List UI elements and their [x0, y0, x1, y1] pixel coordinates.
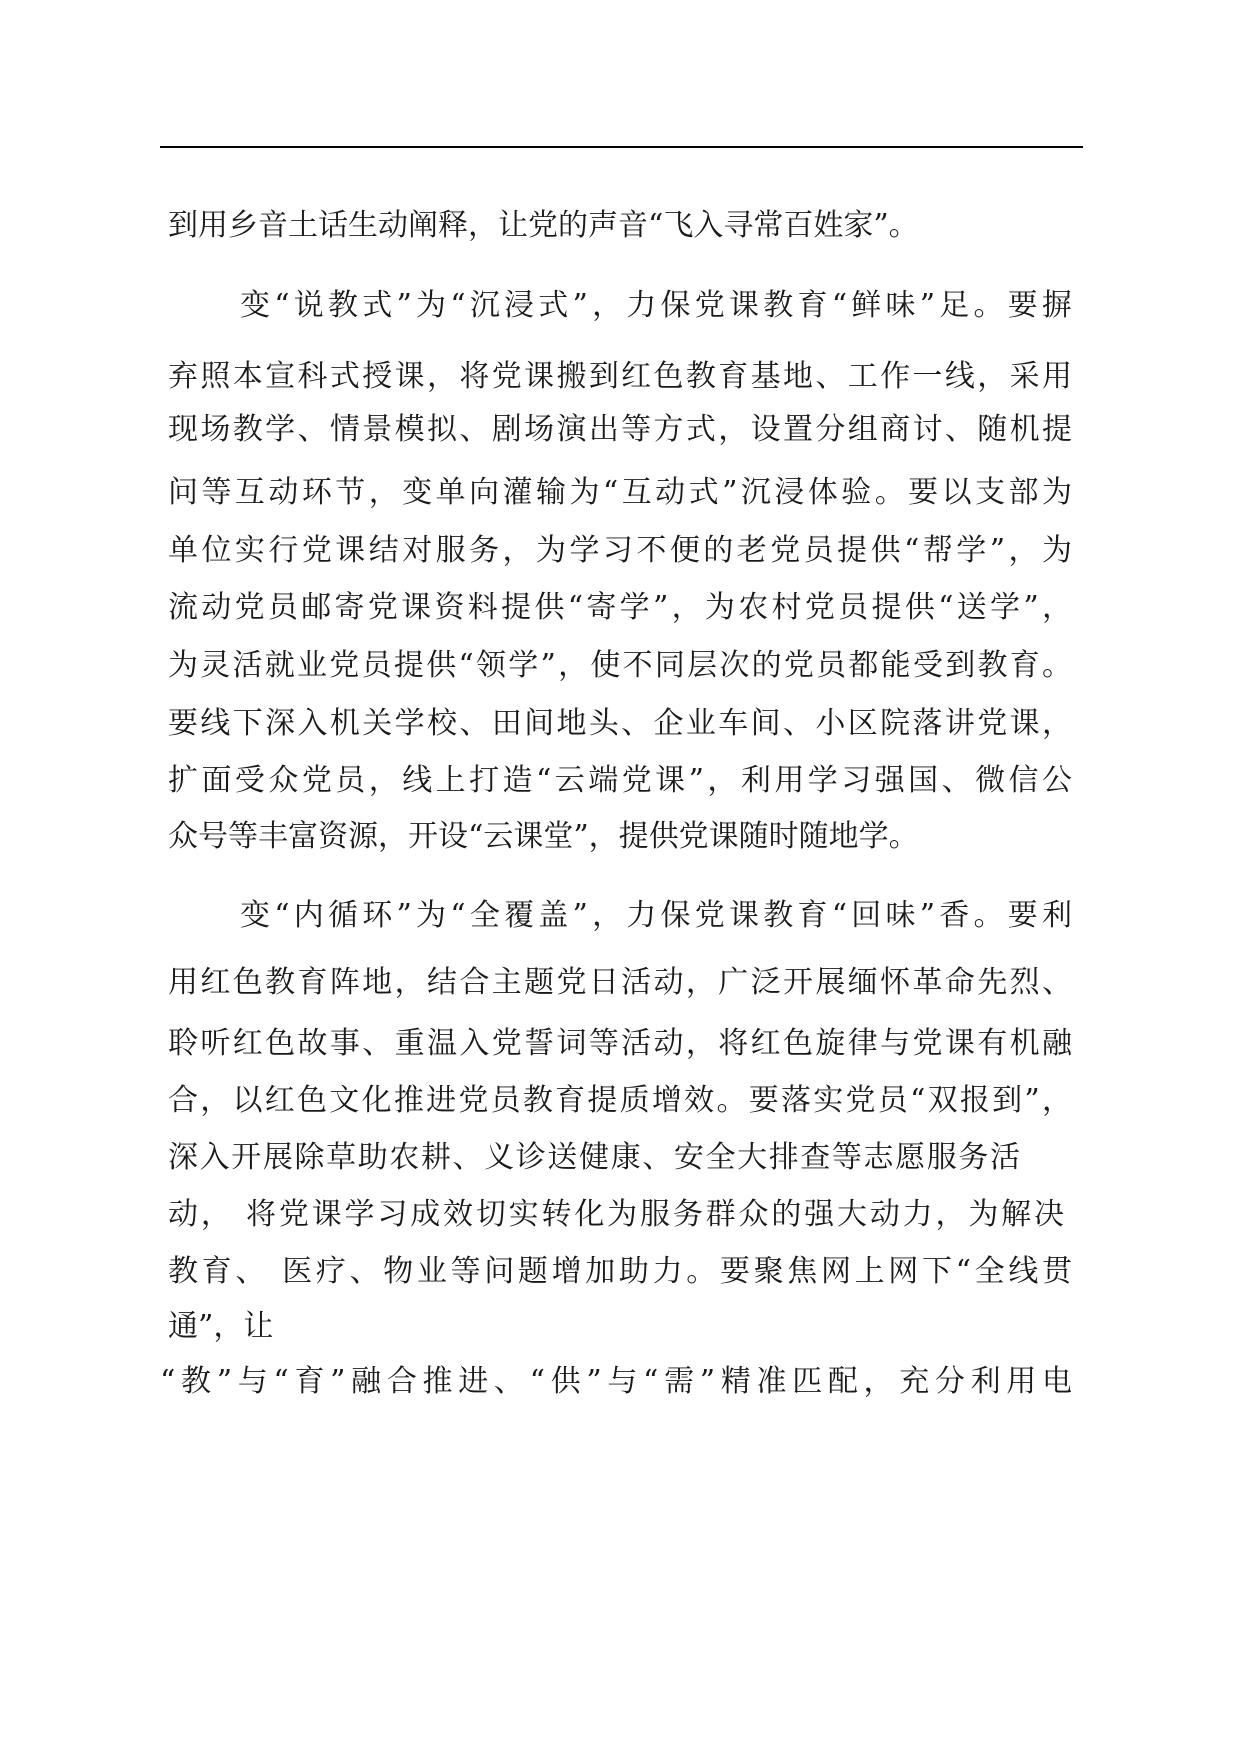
- text-line: 用红色教育阵地，结合主题党日活动，广泛开展缅怀革命先烈、: [168, 965, 1072, 1000]
- text-line: 动， 将党课学习成效切实转化为服务群众的强大动力，为解决: [168, 1197, 1064, 1232]
- text-line: 教育、 医疗、物业等问题增加助力。要聚焦网上网下“全线贯: [168, 1254, 1072, 1289]
- text-line: 通”，让: [168, 1309, 274, 1344]
- text-line: 到用乡音土话生动阐释，让党的声音“飞入寻常百姓家”。: [168, 208, 919, 243]
- text-line: 流动党员邮寄党课资料提供“寄学”，为农村党员提供“送学”，: [168, 590, 1072, 625]
- text-line: 扩面受众党员，线上打造“云端党课”，利用学习强国、微信公: [168, 763, 1072, 798]
- paragraph-first-line: 变“说教式”为“沉浸式”，力保党课教育“鲜味”足。要摒: [240, 288, 1072, 323]
- text-line: 聆听红色故事、重温入党誓词等活动，将红色旋律与党课有机融: [168, 1026, 1072, 1061]
- text-line: 问等互动环节，变单向灌输为“互动式”沉浸体验。要以支部为: [168, 475, 1072, 510]
- paragraph-first-line: 变“内循环”为“全覆盖”，力保党课教育“回味”香。要利: [240, 898, 1072, 933]
- text-line: 深入开展除草助农耕、义诊送健康、安全大排查等志愿服务活: [168, 1140, 1020, 1175]
- text-line: 单位实行党课结对服务，为学习不便的老党员提供“帮学”，为: [168, 533, 1072, 568]
- text-line: 现场教学、情景模拟、剧场演出等方式，设置分组商讨、随机提: [168, 412, 1072, 447]
- text-line: “教”与“育”融合推进、“供”与“需”精准匹配，充分利用电: [160, 1364, 1072, 1399]
- text-line: 众号等丰富资源，开设“云课堂”，提供党课随时随地学。: [168, 819, 919, 854]
- text-line: 弃照本宣科式授课，将党课搬到红色教育基地、工作一线，采用: [168, 359, 1072, 394]
- text-line: 合，以红色文化推进党员教育提质增效。要落实党员“双报到”，: [168, 1083, 1072, 1118]
- text-line: 要线下深入机关学校、田间地头、企业车间、小区院落讲党课，: [168, 706, 1072, 741]
- header-rule: [160, 146, 1083, 148]
- text-line: 为灵活就业党员提供“领学”，使不同层次的党员都能受到教育。: [168, 648, 1072, 683]
